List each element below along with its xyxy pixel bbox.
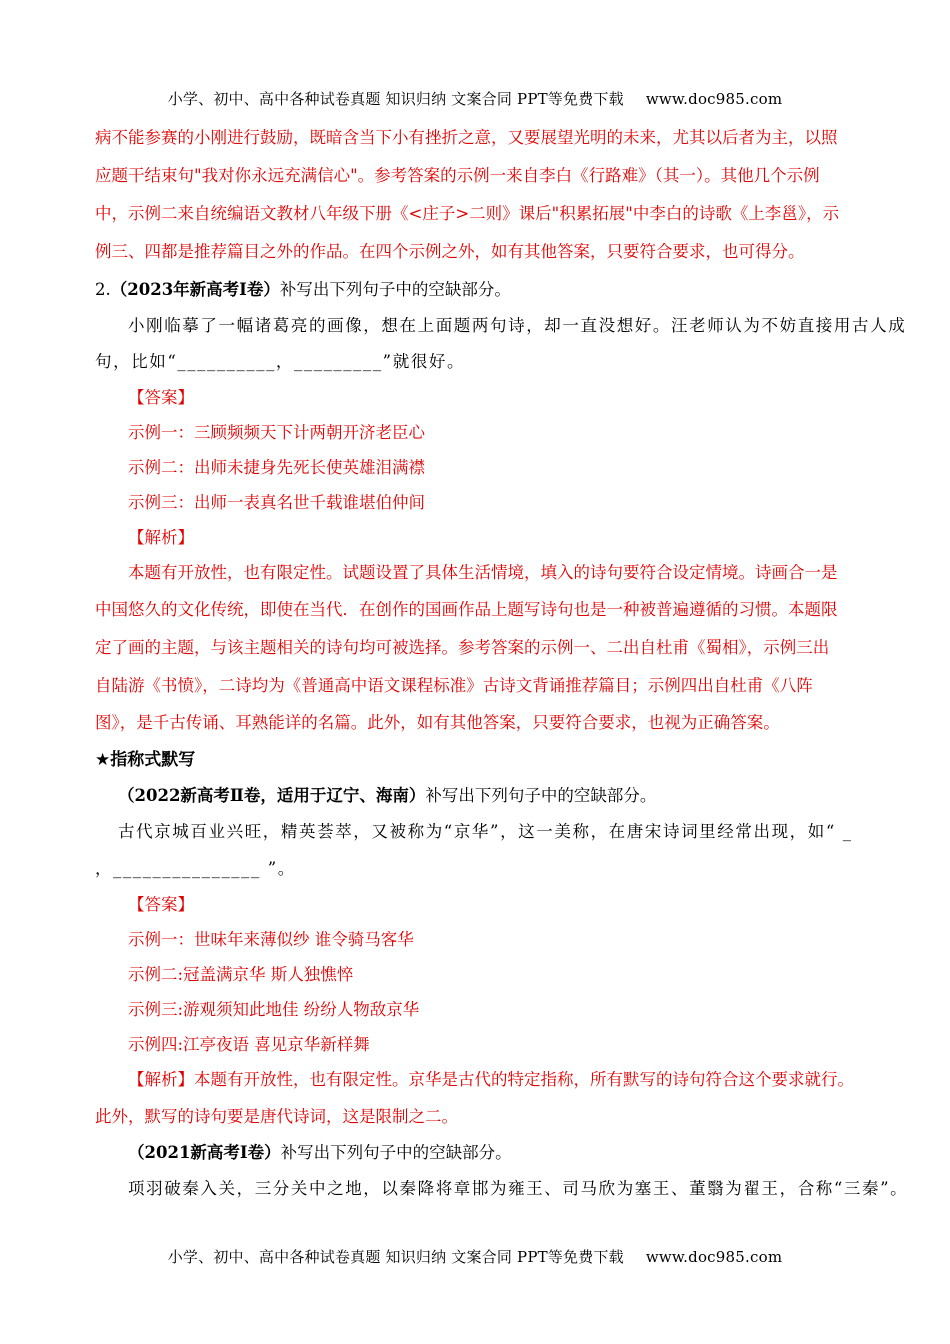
paragraph-line: 例三、四都是推荐篇目之外的作品。在四个示例之外，如有其他答案，只要符合要求，也可得分。 — [95, 242, 805, 261]
answer-example: 示例三：出师一表真名世千载谁堪伯仲间 — [128, 493, 425, 512]
section-title: ★指称式默写 — [95, 750, 196, 770]
answer-example: 示例四:江亭夜语 喜见京华新样舞 — [128, 1035, 370, 1054]
question-text: 古代京城百业兴旺，精英荟萃，又被称为“京华”，这一美称，在唐宋诗词里经常出现，如“ _ — [118, 822, 853, 841]
answer-label: 【答案】 — [128, 895, 194, 914]
question-text: 小刚临摹了一幅诸葛亮的画像，想在上面题两句诗，却一直没想好。汪老师认为不妨直接用古人成 — [128, 316, 907, 335]
paragraph-line: 病不能参赛的小刚进行鼓励，既暗含当下小有挫折之意，又要展望光明的未来，尤其以后者为主，以照 — [95, 128, 838, 147]
analysis-line: 此外，默写的诗句要是唐代诗词，这是限制之二。 — [95, 1107, 458, 1126]
question-instruction: 补写出下列句子中的空缺部分。 — [425, 786, 657, 805]
analysis-line: 自陆游《书愤》，二诗均为《普通高中语文课程标准》古诗文背诵推荐篇目；示例四出自杜甫《八阵 — [95, 676, 813, 695]
question-3-heading — [118, 784, 880, 808]
analysis-line — [128, 1068, 880, 1092]
paragraph-line: 中，示例二来自统编语文教材八年级下册《<庄子>二则》课后"积累拓展"中李白的诗歌《上李邕》，示 — [95, 204, 840, 223]
question-source: （2023年新高考Ⅰ卷） — [110, 280, 280, 299]
page-header — [0, 88, 950, 109]
question-instruction: 补写出下列句子中的空缺部分。 — [280, 1143, 512, 1162]
paragraph-line: 应题干结束句"我对你永远充满信心"。参考答案的示例一来自李白《行路难》（其一）。其他几个示例 — [95, 166, 820, 185]
answer-example: 示例二:冠盖满京华 斯人独憔悴 — [128, 965, 354, 984]
analysis-line: 中国悠久的文化传统，即使在当代．在创作的国画作品上题写诗句也是一种被普遍遵循的习惯。本题限 — [95, 600, 838, 619]
header-url[interactable]: www.doc985.com — [645, 90, 783, 108]
answer-label: 【答案】 — [128, 388, 194, 407]
question-2-heading — [95, 278, 880, 302]
question-source: （2022新高考Ⅱ卷，适用于辽宁、海南） — [118, 786, 426, 805]
question-source: （2021新高考Ⅰ卷） — [128, 1143, 281, 1162]
question-text: 句，比如“__________，_________”就很好。 — [95, 352, 466, 371]
analysis-text: 本题有开放性，也有限定性。京华是古代的特定指称，所有默写的诗句符合这个要求就行。 — [194, 1070, 854, 1089]
analysis-line: 定了画的主题，与该主题相关的诗句均可被选择。参考答案的示例一、二出自杜甫《蜀相》，示例三出 — [95, 638, 830, 657]
question-text: 项羽破秦入关，三分关中之地，以秦降将章邯为雍王、司马欣为塞王、董翳为翟王，合称“三秦”。 — [128, 1179, 909, 1198]
question-text: ，_______________ ”。 — [95, 859, 296, 878]
answer-example: 示例三:游观须知此地佳 纷纷人物敌京华 — [128, 1000, 420, 1019]
answer-example: 示例一：三顾频频天下计两朝开济老臣心 — [128, 423, 425, 442]
analysis-line: 图》，是千古传诵、耳熟能详的名篇。此外，如有其他答案，只要符合要求，也视为正确答案。 — [95, 713, 780, 732]
footer-url[interactable]: www.doc985.com — [645, 1248, 783, 1266]
analysis-line: 本题有开放性，也有限定性。试题设置了具体生活情境，填入的诗句要符合设定情境。诗画合一是 — [128, 563, 838, 582]
question-4-heading — [128, 1141, 880, 1165]
analysis-label: 【解析】 — [128, 1070, 194, 1089]
question-instruction: 补写出下列句子中的空缺部分。 — [279, 280, 511, 299]
answer-example: 示例二：出师未捷身先死长使英雄泪满襟 — [128, 458, 425, 477]
analysis-label: 【解析】 — [128, 528, 194, 547]
page-footer — [0, 1246, 950, 1267]
question-number: 2. — [95, 280, 111, 299]
answer-example: 示例一：世味年来薄似纱 谁令骑马客华 — [128, 930, 414, 949]
footer-text: 小学、初中、高中各种试卷真题 知识归纳 文案合同 PPT等免费下载 — [167, 1248, 624, 1266]
header-text: 小学、初中、高中各种试卷真题 知识归纳 文案合同 PPT等免费下载 — [167, 90, 624, 108]
